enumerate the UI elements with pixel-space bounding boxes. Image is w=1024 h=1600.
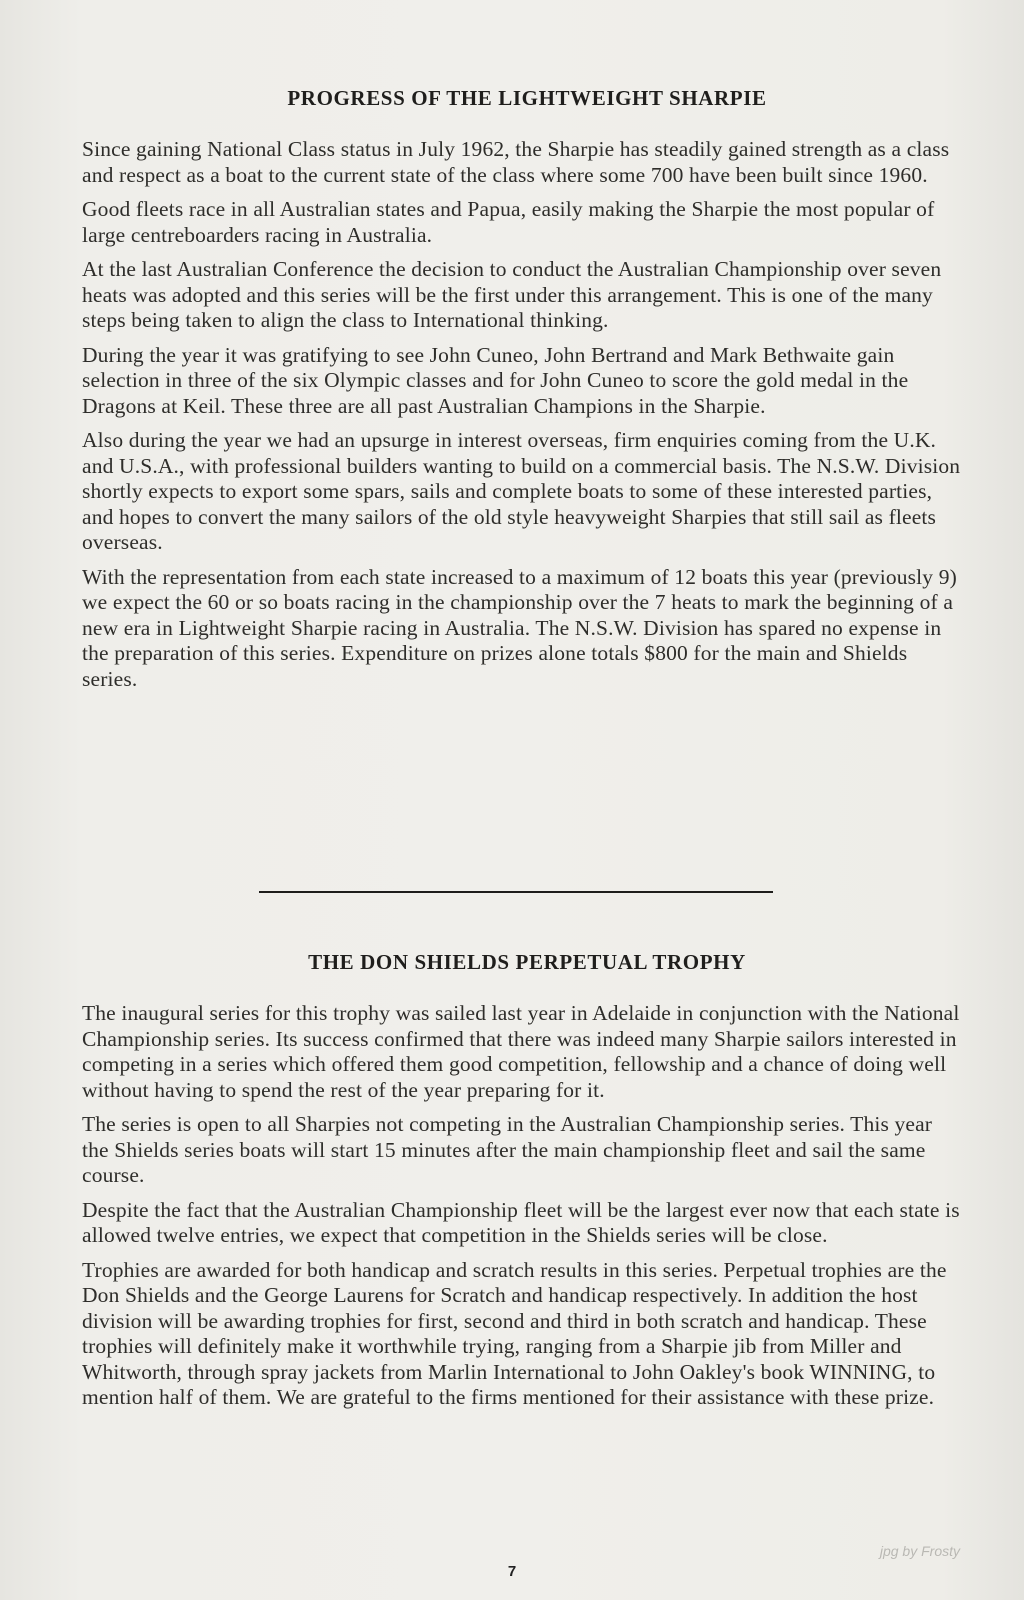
paragraph: Trophies are awarded for both handicap and scratch results in this series. Perpetual trophies are the Don Shields and the George Laurens for Scratch and handicap respectively. In addition the host division will be awarding trophies for first, second and third in both scratch and handicap. These trophies will definitely make it worthwhile trying, ranging from a Sharpie jib from Miller and Whitworth, through spray jackets from Marlin International to John Oakley's book WINNING, to mention half of them. We are grateful to the firms mentioned for their assistance with these prize. <box>82 1257 947 1409</box>
paragraph: Despite the fact that the Australian Championship fleet will be the largest ever now that each state is allowed twelve entries, we expect that competition in the Shields series will be close. <box>82 1197 960 1247</box>
watermark: jpg by Frosty <box>879 1543 960 1559</box>
paragraph: During the year it was gratifying to see John Cuneo, John Bertrand and Mark Bethwaite gain selection in three of the six Olympic classes and for John Cuneo to score the gold medal in the Dragons at Keil. These three are all past Australian Champions in the Sharpie. <box>82 342 909 418</box>
section-progress <box>82 86 962 701</box>
paragraph: The inaugural series for this trophy was sailed last year in Adelaide in conjunction with the National Championship series. Its success confirmed that there was indeed many Sharpie sailors interested in competing in a series which offered them good competition, fellowship and a chance of doing well without having to spend the rest of the year preparing for it. <box>82 1001 960 1102</box>
paragraph: Also during the year we had an upsurge in interest overseas, firm enquiries coming from the U.K. and U.S.A., with professional builders wanting to build on a commercial basis. The N.S.W. Division shortly expects to export some spars, sails and complete boats to some of these interested parties, and hopes to convert the many sailors of the old style heavyweight Sharpies that still sail as fleets overseas. <box>82 428 961 554</box>
section-heading: THE DON SHIELDS PERPETUAL TROPHY <box>308 950 746 974</box>
paragraph: Good fleets race in all Australian states and Papua, easily making the Sharpie the most popular of large centreboarders racing in Australia. <box>82 197 935 247</box>
paragraph: The series is open to all Sharpies not competing in the Australian Championship series. This year the Shields series boats will start 15 minutes after the main championship fleet and sail the same course. <box>82 1112 933 1187</box>
section-heading: PROGRESS OF THE LIGHTWEIGHT SHARPIE <box>287 86 767 110</box>
section-don-shields-trophy <box>82 950 962 1420</box>
page-number: 7 <box>507 1563 517 1580</box>
section-divider <box>259 891 773 893</box>
paragraph: With the representation from each state increased to a maximum of 12 boats this year (previously 9) we expect the 60 or so boats racing in the championship over the 7 heats to mark the beginning of a new era in Lightweight Sharpie racing in Australia. The N.S.W. Division has spared no expense in the preparation of this series. Expenditure on prizes alone totals $800 for the main and Shields series. <box>82 564 957 691</box>
paragraph: At the last Australian Conference the decision to conduct the Australian Championship over seven heats was adopted and this series will be the first under this arrangement. This is one of the many steps being taken to align the class to International thinking. <box>82 257 942 332</box>
paragraph: Since gaining National Class status in July 1962, the Sharpie has steadily gained strength as a class and respect as a boat to the current state of the class where some 700 have been built since 1960. <box>82 137 950 187</box>
